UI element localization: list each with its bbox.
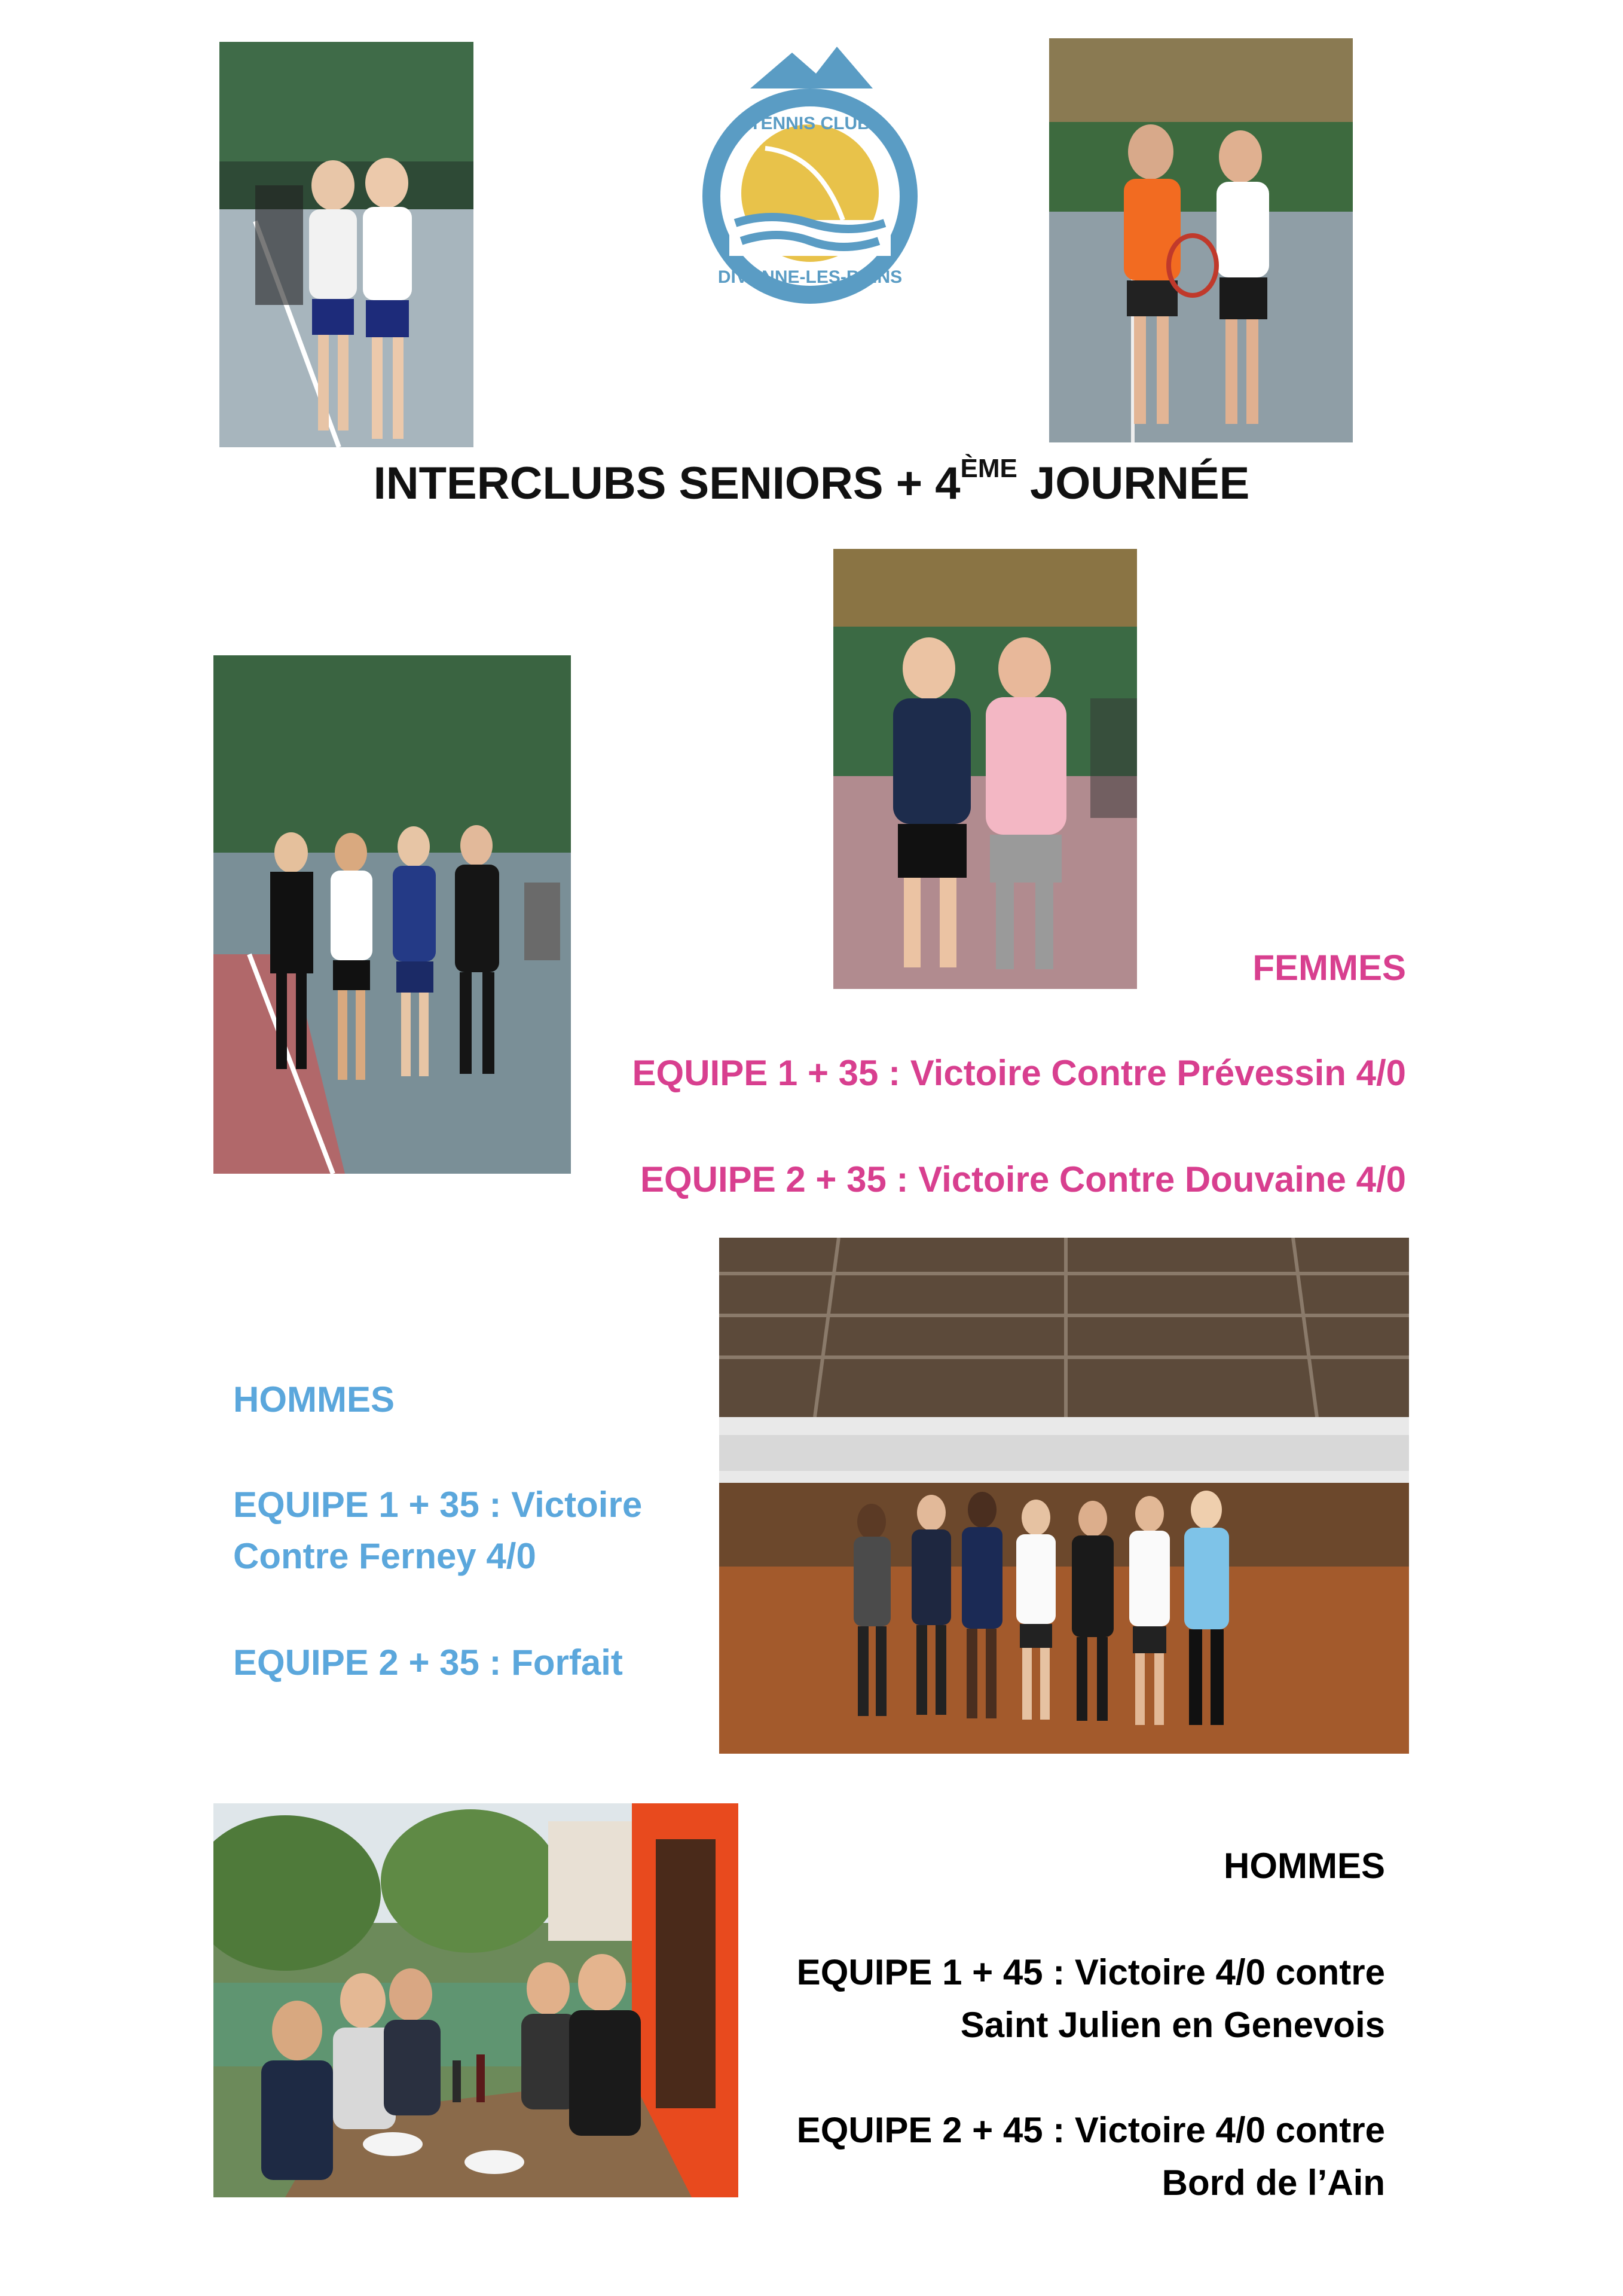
hommes-45-heading: HOMMES bbox=[1224, 1846, 1385, 1886]
logo-text-top: TENNIS CLUB bbox=[750, 114, 870, 133]
tennis-club-logo bbox=[693, 41, 927, 316]
femmes-result-2: EQUIPE 2 + 35 : Victoire Contre Douvaine 4/0 bbox=[640, 1159, 1406, 1199]
photo-two-women-center bbox=[833, 549, 1137, 989]
hommes-45-result-1-line-2: Saint Julien en Genevois bbox=[960, 2005, 1385, 2045]
photo-team-clay-court bbox=[719, 1238, 1409, 1754]
logo-text-bottom: DIVONNE-LES-BAINS bbox=[717, 267, 903, 287]
photo-four-women bbox=[213, 655, 571, 1174]
hommes-35-result-1-line-1: EQUIPE 1 + 35 : Victoire bbox=[233, 1485, 643, 1525]
femmes-heading: FEMMES bbox=[1252, 948, 1406, 988]
hommes-45-result-1-line-1: EQUIPE 1 + 45 : Victoire 4/0 contre bbox=[796, 1952, 1385, 1992]
hommes-35-result-2: EQUIPE 2 + 35 : Forfait bbox=[233, 1642, 623, 1683]
hommes-35-heading: HOMMES bbox=[233, 1379, 395, 1419]
hommes-45-result-2-line-2: Bord de l’Ain bbox=[1162, 2163, 1385, 2203]
femmes-result-1: EQUIPE 1 + 35 : Victoire Contre Prévessin 4/0 bbox=[632, 1053, 1406, 1093]
photo-two-women-net bbox=[219, 42, 473, 447]
photo-men-at-table bbox=[213, 1803, 738, 2197]
page-title: INTERCLUBS SENIORS + 4ÈME JOURNÉE bbox=[373, 454, 1250, 509]
hommes-35-result-1-line-2: Contre Ferney 4/0 bbox=[233, 1536, 536, 1576]
photo-orange-white-players bbox=[1049, 38, 1353, 442]
hommes-45-result-2-line-1: EQUIPE 2 + 45 : Victoire 4/0 contre bbox=[796, 2110, 1385, 2150]
